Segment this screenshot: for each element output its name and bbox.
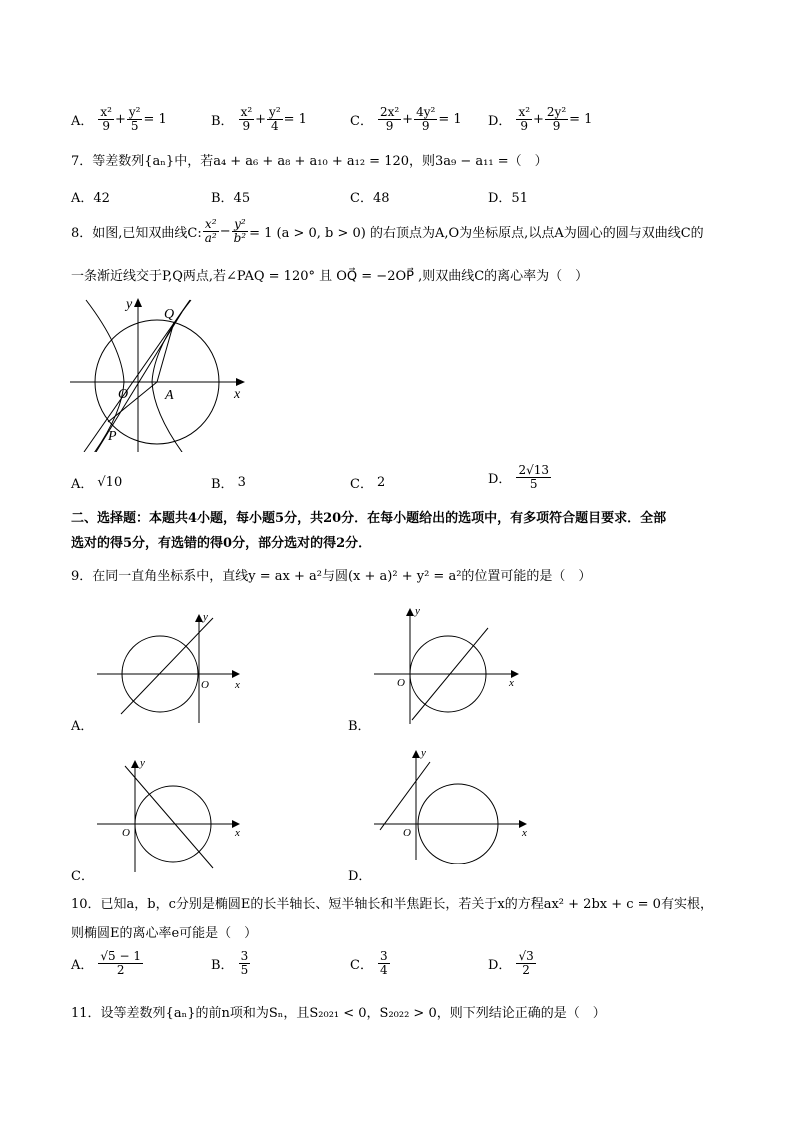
label-a: A bbox=[165, 388, 174, 403]
q9-option-b: B． bbox=[348, 719, 371, 734]
q6-option-c: C． $\frac{\text{2x²}}{9}$ + $\frac{\text{4y²}}{9}$ = 1 bbox=[350, 105, 462, 133]
q10-stem-line2: 则椭圆E的离心率e可能是（ ） bbox=[71, 926, 258, 941]
hyperbola-left-branch bbox=[86, 300, 124, 452]
label-o: O bbox=[118, 387, 129, 402]
segment-ap bbox=[108, 382, 157, 422]
svg-text:x: x bbox=[235, 679, 240, 691]
svg-text:y: y bbox=[415, 605, 420, 617]
q7-option-a: A．42 bbox=[71, 191, 110, 206]
q9-graph-c bbox=[95, 754, 250, 874]
svg-text:O: O bbox=[122, 827, 130, 839]
q6-option-b: B． $\frac{\text{x²}}{9}$ + $\frac{\text{y²}}{4}$ = 1 bbox=[211, 105, 307, 133]
q9-graph-b bbox=[372, 600, 532, 728]
q9-option-a: A． bbox=[71, 719, 94, 734]
svg-text:x: x bbox=[522, 827, 527, 839]
section-2-heading-line1: 二、选择题：本题共4小题，每小题5分，共20分．在每小题给出的选项中，有多项符合题目要求．全部 bbox=[71, 511, 667, 526]
q9-graph-a bbox=[95, 608, 250, 728]
svg-text:y: y bbox=[203, 611, 208, 623]
svg-text:x: x bbox=[235, 827, 240, 839]
hyperbola-right-branch bbox=[152, 300, 191, 452]
q10-option-b: B． $\frac{3}{5}$ bbox=[211, 949, 249, 977]
label-x: x bbox=[234, 387, 241, 402]
q7-option-b: B．45 bbox=[211, 191, 251, 206]
svg-text:O: O bbox=[201, 679, 209, 691]
q10-option-c: C． $\frac{3}{4}$ bbox=[350, 949, 388, 977]
svg-text:y: y bbox=[140, 757, 145, 769]
section-2-heading-line2: 选对的得5分，有选错的得0分，部分选对的得2分． bbox=[71, 536, 372, 551]
q6-option-a: A． $\frac{\text{x²}}{9}$ + $\frac{\text{y²}}{5}$ = 1 bbox=[71, 105, 167, 133]
q8-stem-line2: 一条渐近线交于P,Q两点,若∠PAQ = 120° 且 OQ⃗ = −2OP⃗ ,则双曲线C的离心率为（ ） bbox=[71, 269, 589, 284]
svg-text:y: y bbox=[421, 747, 426, 759]
q8-hyperbola-figure bbox=[70, 292, 260, 452]
q7-option-d: D．51 bbox=[488, 191, 528, 206]
q7-option-c: C．48 bbox=[350, 191, 390, 206]
y-axis-arrow bbox=[134, 298, 142, 307]
q10-option-a: A． $\frac{√5 - 1}{2}$ bbox=[71, 949, 141, 977]
svg-text:x: x bbox=[509, 677, 514, 689]
q9-option-c: C． bbox=[71, 869, 94, 884]
label-q: Q bbox=[164, 307, 175, 322]
x-axis-arrow bbox=[236, 378, 245, 386]
label-p: P bbox=[108, 429, 117, 444]
q6-option-d: D． $\frac{\text{x²}}{9}$ + $\frac{\text{2y²}}{9}$ = 1 bbox=[488, 105, 593, 133]
svg-text:O: O bbox=[403, 827, 411, 839]
q10-option-d: D． $\frac{√3}{2}$ bbox=[488, 949, 534, 977]
label-y: y bbox=[126, 297, 133, 312]
q10-stem-line1: 10．已知a，b，c分别是椭圆E的长半轴长、短半轴长和半焦距长，若关于x的方程ax² + 2bx + c = 0有实根， bbox=[71, 897, 713, 912]
q11-stem: 11．设等差数列{aₙ}的前n项和为Sₙ，且S₂₀₂₁ < 0，S₂₀₂₂ > 0，则下列结论正确的是（ ） bbox=[71, 1006, 606, 1021]
svg-text:O: O bbox=[397, 677, 405, 689]
q8-option-b: B． 3 bbox=[211, 475, 246, 492]
q8-option-c: C． 2 bbox=[350, 475, 386, 492]
q9-stem: 9．在同一直角坐标系中，直线y = ax + a²与圆(x + a)² + y² = a²的位置可能的是（ ） bbox=[71, 569, 592, 584]
q8-stem-line1: 8．如图,已知双曲线C: $\frac{\text{x²}}{\text{a²}}$ − $\frac{\text{y²}}{\text{b²}}$ = 1 (a > 0, b > 0) 的右顶点为A,O为坐标原点,以点A为圆心的圆与双曲线C的 bbox=[71, 217, 704, 245]
q7-stem: 7．等差数列{aₙ}中，若a₄ + a₆ + a₈ + a₁₀ + a₁₂ = 120，则3a₉ − a₁₁ =（ ） bbox=[71, 154, 548, 169]
q8-option-d: D． $\frac{2√13}{5}$ bbox=[488, 463, 549, 491]
q9-graph-d bbox=[372, 744, 537, 864]
q8-option-a: A． √10 bbox=[71, 475, 123, 492]
q9-option-d: D． bbox=[348, 869, 372, 884]
